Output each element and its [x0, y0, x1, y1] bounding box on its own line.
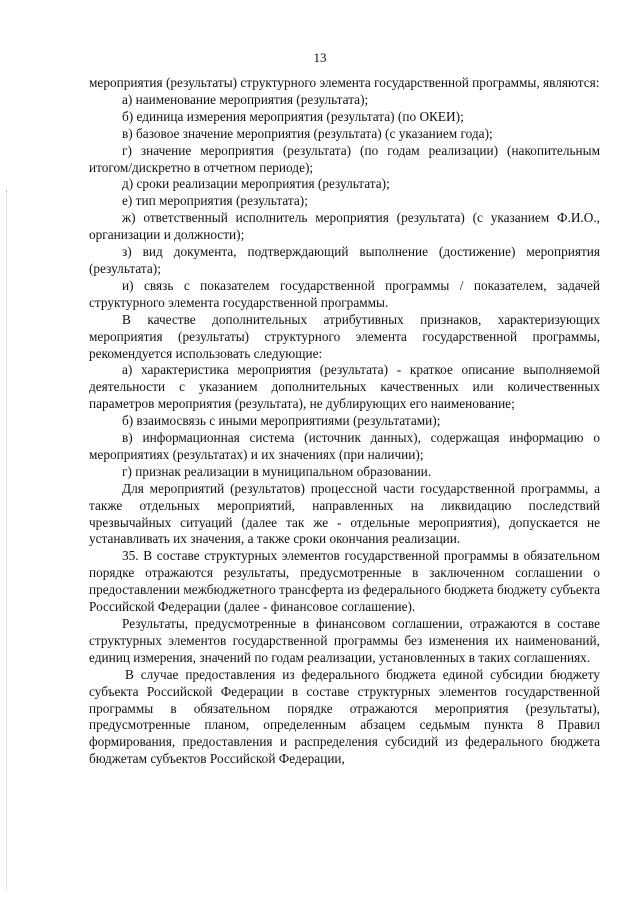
list-item: б) единица измерения мероприятия (результата) (по ОКЕИ);	[122, 108, 464, 124]
list-item: г) признак реализации в муниципальном образовании.	[122, 463, 432, 479]
paragraph: Для мероприятий (результатов) процессной части государственной программы, а также отдельных мероприятий, направленных на ликвидацию последствий чрезвычайных ситуаций (далее так же - отдельные мероприятия), допускается не устанавливать их значения, а также сроки окончания реализации.	[89, 480, 600, 547]
list-item: д) сроки реализации мероприятия (результата);	[122, 176, 390, 192]
paragraph: мероприятия (результаты) структурного элемента государственной программы, являются:	[89, 75, 600, 90]
paragraph: Результаты, предусмотренные в финансовом соглашении, отражаются в составе структурных элементов государственной программы без изменения их наименований, единиц измерения, значений по годам реализации, установленных в таких соглашениях.	[89, 616, 600, 665]
document-body	[89, 75, 600, 768]
list-item: б) взаимосвязь с иными мероприятиями (результатами);	[122, 413, 441, 429]
list-item: г) значение мероприятия (результата) (по годам реализации) (накопительным итогом/дискретно в отчетном периоде);	[89, 142, 600, 175]
binding-margin-marks	[6, 190, 8, 890]
list-item: з) вид документа, подтверждающий выполнение (достижение) мероприятия (результата);	[89, 244, 600, 276]
list-item: а) наименование мероприятия (результата);	[122, 91, 369, 107]
list-item: и) связь с показателем государственной программы / показателем, задачей структурного элемента государственной программы.	[89, 277, 600, 310]
list-item: в) базовое значение мероприятия (результата) (с указанием года);	[122, 125, 493, 141]
paragraph: В качестве дополнительных атрибутивных признаков, характеризующих мероприятия (результаты) структурного элемента государственной программы, рекомендуется использовать следующие:	[89, 311, 600, 361]
paragraph: 35. В составе структурных элементов государственной программы в обязательном порядке отражаются результаты, предусмотренные в заключенном соглашении о предоставлении межбюджетного трансферта из федерального бюджета бюджету субъекта Российской Федерации (далее - финансовое соглашение).	[89, 548, 600, 615]
list-item: е) тип мероприятия (результата);	[122, 193, 308, 209]
page-number: 13	[313, 50, 327, 65]
list-item: а) характеристика мероприятия (результата) - краткое описание выполняемой деятельности с указанием дополнительных качественных или количественных параметров мероприятия (результата), не дублирующих его наименование;	[89, 362, 600, 412]
list-item: ж) ответственный исполнитель мероприятия (результата) (с указанием Ф.И.О., организации и должности);	[89, 210, 600, 243]
paragraph: В случае предоставления из федерального бюджета единой субсидии бюджету субъекта Российской Федерации в составе структурных элементов государственной программы в обязательном порядке отражаются мероприятия (результаты), предусмотренные планом, определенным абзацем седьмым пункта 8 Правил формирования, предоставления и распределения субсидий из федерального бюджета бюджетам субъектов Российской Федерации,	[89, 666, 600, 767]
list-item: в) информационная система (источник данных), содержащая информацию о мероприятиях (результатах) и их значениях (при наличии);	[89, 430, 600, 462]
